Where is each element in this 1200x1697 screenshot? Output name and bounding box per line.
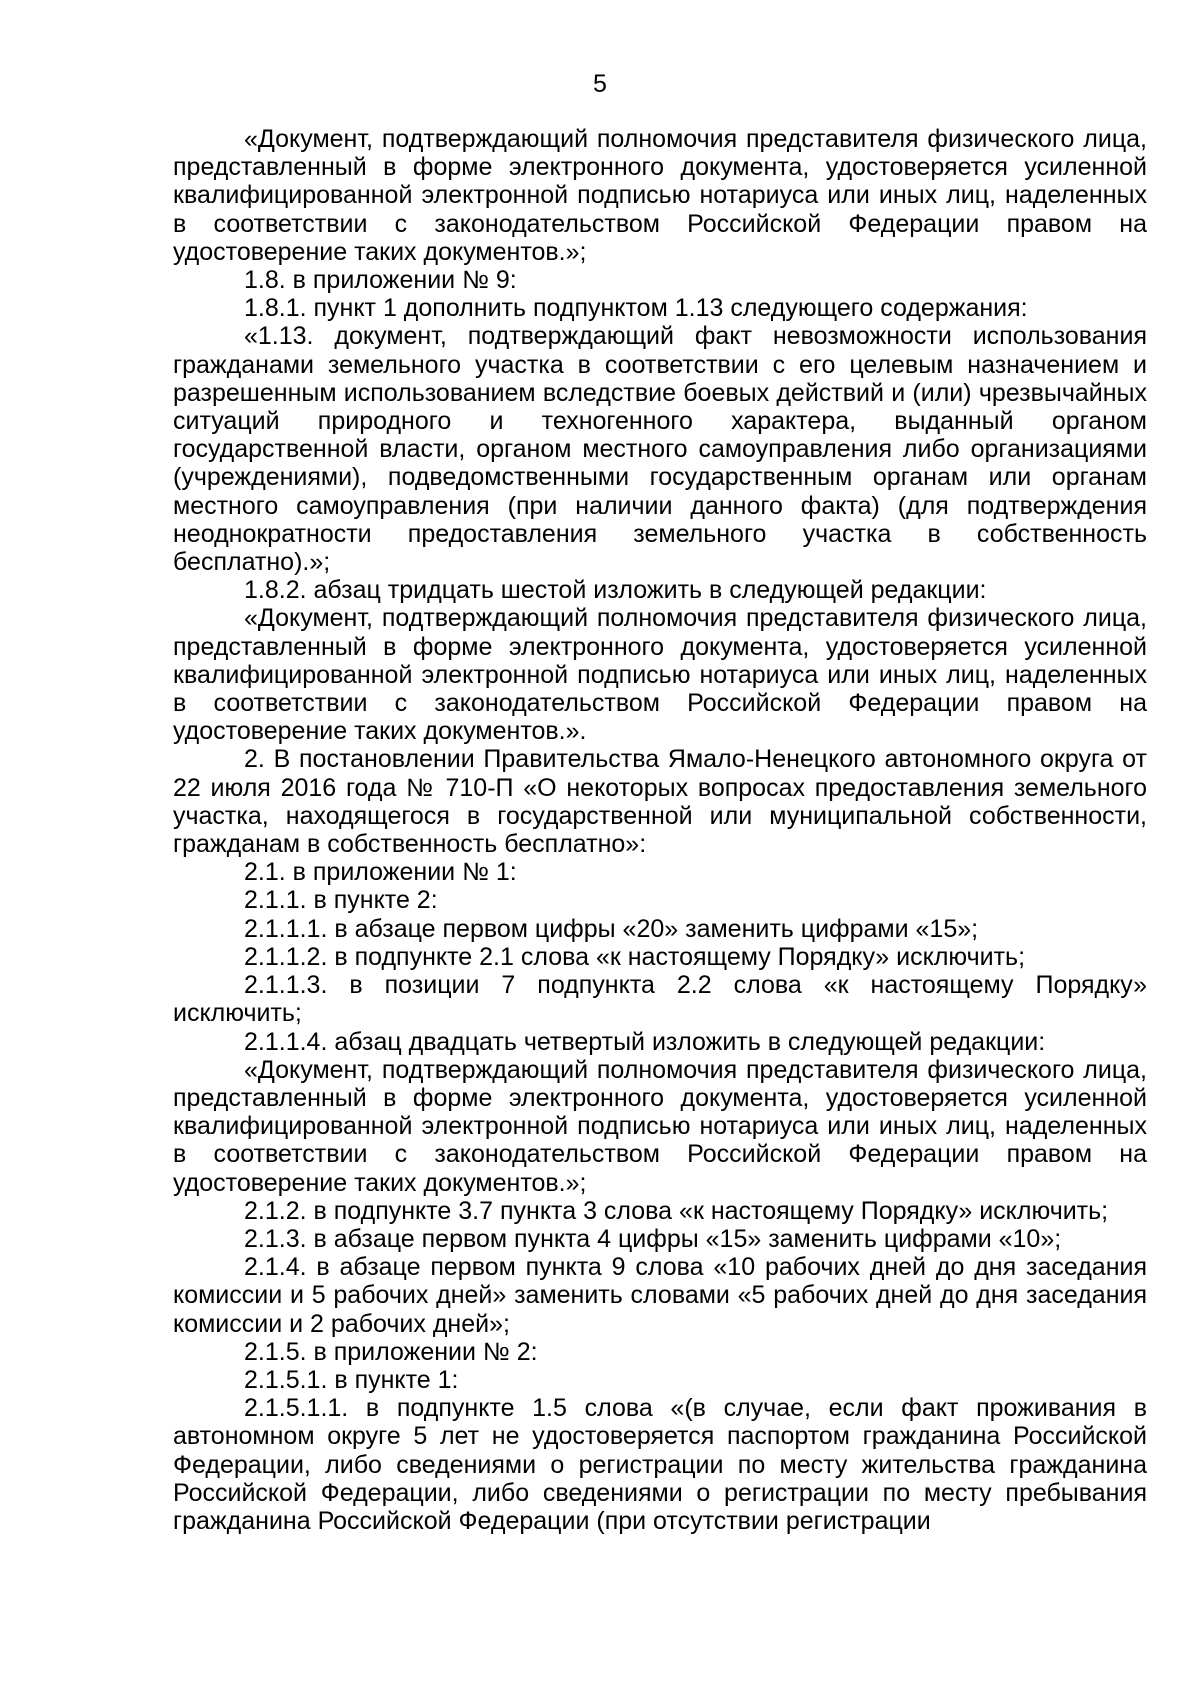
paragraph-2-1-5-1-1: 2.1.5.1.1. в подпункте 1.5 слова «(в случае, если факт проживания в автономном округе 5 лет не удостоверяется паспортом гражданина Российской Федерации, либо сведениями о регистрации по месту жительства гражданина Российской Федерации, либо сведениями о регистрации по месту пребывания гражданина Российской Федерации (при отсутствии регистрации xyxy=(173,1394,1147,1535)
paragraph-quote-representative-authority-2: «Документ, подтверждающий полномочия представителя физического лица, представленный в форме электронного документа, удостоверяется усиленной квалифицированной электронной подписью нотариуса или иных лиц, наделенных в соответствии с законодательством Российской Федерации правом на удостоверение таких документов.». xyxy=(173,604,1147,746)
paragraph-2: 2. В постановлении Правительства Ямало-Ненецкого автономного округа от 22 июля 2016 года № 710-П «О некоторых вопросах предоставления земельного участка, находящегося в государственной или муниципальной собственности, гражданам в собственность бесплатно»: xyxy=(173,745,1147,859)
paragraph-2-1-3: 2.1.3. в абзаце первом пункта 4 цифры «15» заменить цифрами «10»; xyxy=(244,1224,1062,1253)
paragraph-quote-1-13: «1.13. документ, подтверждающий факт невозможности использования гражданами земельного участка в соответствии с его целевым назначением и разрешенным использованием вследствие боевых действий и (или) чрезвычайных ситуаций природного и техногенного характера, выданный органом государственной власти, органом местного самоуправления либо организациями (учреждениями), подведомственными государственным органам или органам местного самоуправления (при наличии данного факта) (для подтверждения неоднократности предоставления земельного участка в собственность бесплатно).»; xyxy=(173,322,1147,577)
paragraph-2-1-2: 2.1.2. в подпункте 3.7 пункта 3 слова «к настоящему Порядку» исключить; xyxy=(244,1196,1109,1225)
paragraph-2-1-1-2: 2.1.1.2. в подпункте 2.1 слова «к настоящему Порядку» исключить; xyxy=(244,942,1026,971)
paragraph-2-1-5-1: 2.1.5.1. в пункте 1: xyxy=(244,1365,459,1394)
paragraph-2-1-5: 2.1.5. в приложении № 2: xyxy=(244,1337,538,1366)
paragraph-quote-representative-authority: «Документ, подтверждающий полномочия представителя физического лица, представленный в форме электронного документа, удостоверяется усиленной квалифицированной электронной подписью нотариуса или иных лиц, наделенных в соответствии с законодательством Российской Федерации правом на удостоверение таких документов.»; xyxy=(173,125,1147,266)
document-body xyxy=(173,125,1147,1535)
page-number: 5 xyxy=(593,70,607,98)
paragraph-1-8-1: 1.8.1. пункт 1 дополнить подпунктом 1.13 следующего содержания: xyxy=(244,294,1028,323)
paragraph-2-1: 2.1. в приложении № 1: xyxy=(244,858,517,887)
paragraph-1-8-2: 1.8.2. абзац тридцать шестой изложить в следующей редакции: xyxy=(244,576,987,605)
paragraph-2-1-4: 2.1.4. в абзаце первом пункта 9 слова «10 рабочих дней до дня заседания комиссии и 5 рабочих дней» заменить словами «5 рабочих дней до дня заседания комиссии и 2 рабочих дней»; xyxy=(173,1253,1147,1338)
paragraph-2-1-1: 2.1.1. в пункте 2: xyxy=(244,886,438,915)
paragraph-2-1-1-3: 2.1.1.3. в позиции 7 подпункта 2.2 слова «к настоящему Порядку» исключить; xyxy=(173,971,1147,1028)
paragraph-1-8: 1.8. в приложении № 9: xyxy=(244,266,517,295)
paragraph-2-1-1-1: 2.1.1.1. в абзаце первом цифры «20» заменить цифрами «15»; xyxy=(244,914,979,943)
paragraph-quote-representative-authority-3: «Документ, подтверждающий полномочия представителя физического лица, представленный в форме электронного документа, удостоверяется усиленной квалифицированной электронной подписью нотариуса или иных лиц, наделенных в соответствии с законодательством Российской Федерации правом на удостоверение таких документов.»; xyxy=(173,1055,1147,1197)
paragraph-2-1-1-4: 2.1.1.4. абзац двадцать четвертый изложить в следующей редакции: xyxy=(244,1027,1046,1056)
